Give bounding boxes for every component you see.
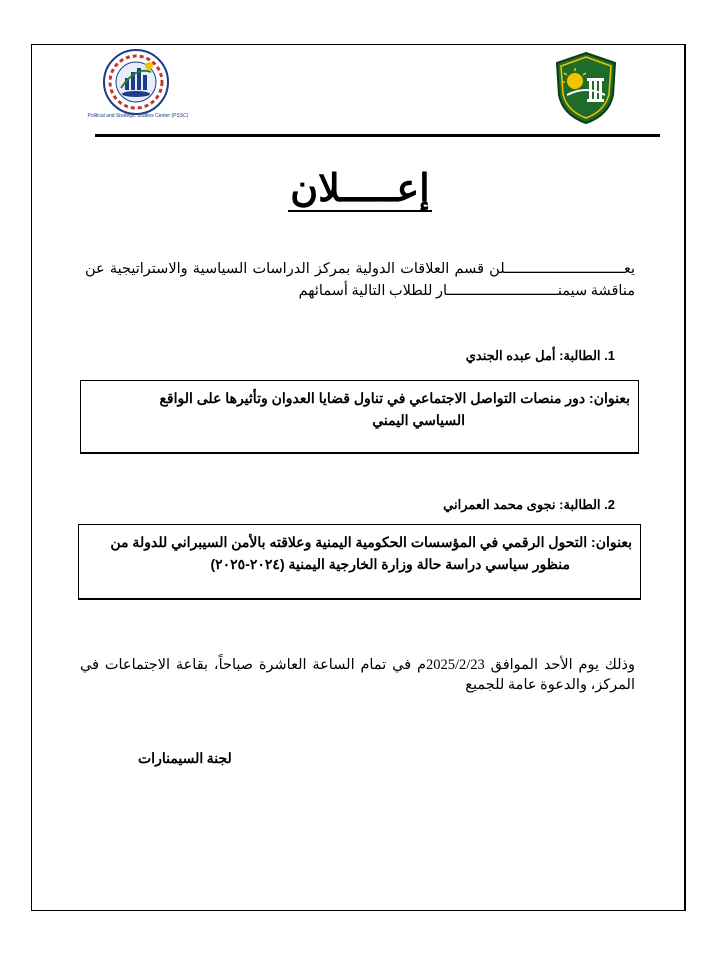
- student-2-label: 2. الطالبة: نجوى محمد العمراني: [443, 497, 615, 512]
- university-emblem-icon: [553, 51, 619, 125]
- student-2-thesis-box: [78, 524, 641, 600]
- intro-paragraph: يعــــــــــــــــــــــــــــلن قسم العلاقات الدولية بمركز الدراسات السياسية والاستراتيجية عن مناقشة سيمنــــــــــــــــــــــــــار للطلاب التالية أسمائهم: [85, 261, 635, 299]
- closing-paragraph: وذلك يوم الأحد الموافق 2025/2/23م في تمام الساعة العاشرة صباحاً، بقاعة الاجتماعات في المركز، والدعوة عامة للجميع: [80, 657, 635, 693]
- signature: لجنة السيمنارات: [138, 752, 232, 767]
- research-center-logo-icon: [95, 48, 177, 120]
- header-rule: [95, 134, 660, 137]
- student-1-label: 1. الطالبة: أمل عبده الجندي: [465, 348, 615, 363]
- announcement-title: إعـــــلان: [290, 168, 430, 210]
- student-2-thesis-line-1: بعنوان: التحول الرقمي في المؤسسات الحكومية اليمنية وعلاقته بالأمن السيبراني للدولة من: [110, 534, 632, 550]
- student-1-thesis-line-1: بعنوان: دور منصات التواصل الاجتماعي في تناول قضايا العدوان وتأثيرها على الواقع: [159, 390, 630, 406]
- student-1-thesis-line-2: السياسي اليمني: [372, 412, 465, 428]
- student-2-thesis-line-2: منظور سياسي دراسة حالة وزارة الخارجية اليمنية (٢٠٢٤-٢٠٢٥): [210, 556, 570, 572]
- student-1-thesis-box: [80, 380, 639, 454]
- center-logo-caption: Political and Strategic Studies Center (PSSC): [87, 113, 189, 119]
